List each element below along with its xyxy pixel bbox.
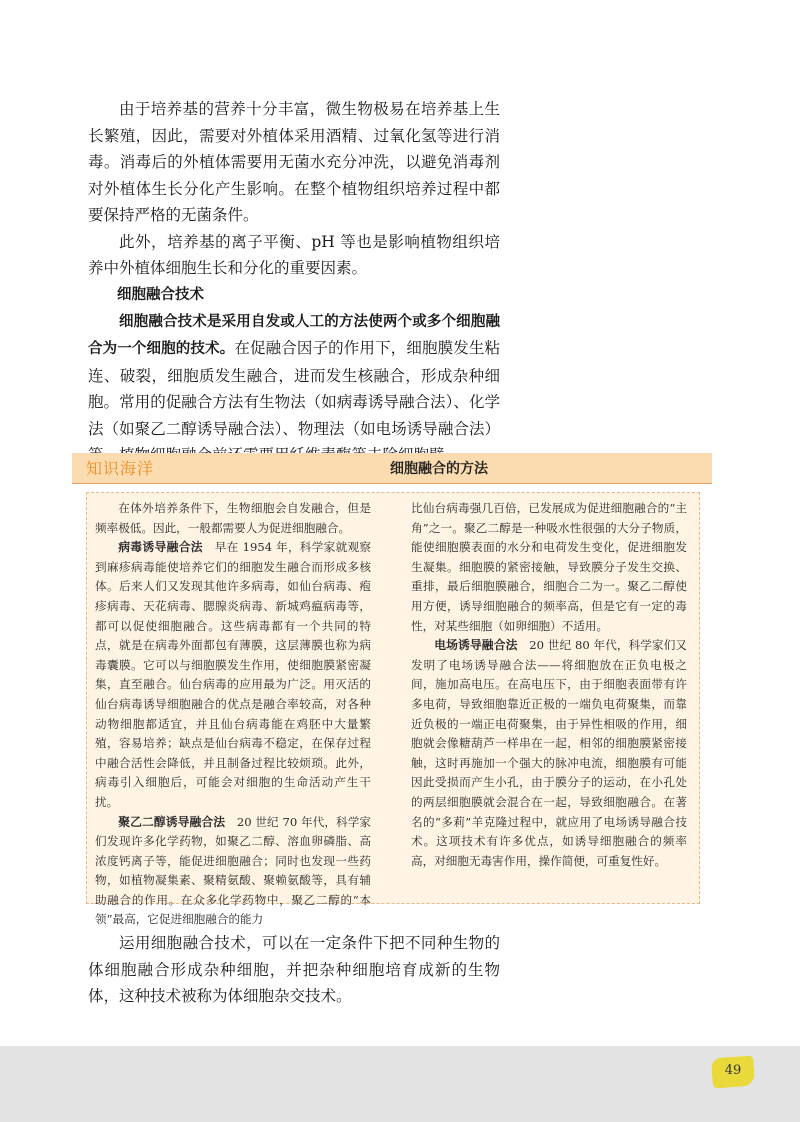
page-number: 49 — [724, 1063, 742, 1078]
section-heading: 细胞融合技术 — [117, 286, 204, 303]
knowledge-divider — [72, 483, 712, 484]
knowledge-right-column — [411, 499, 687, 871]
paragraph-sterilization: 由于培养基的营养十分丰富，微生物极易在培养基上生长繁殖，因此，需要对外植体采用酒精、过氧化氢等进行消毒。消毒后的外植体需要用无菌水充分冲洗，以避免消毒剂对外植体生长分化产生影响。在整个植物组织培养过程中都要保持严格的无菌条件。 — [88, 100, 500, 224]
knowledge-intro-paragraph: 在体外培养条件下，生物细胞会自发融合，但是频率极低。因此，一般都需要人为促进细胞融合。 — [95, 501, 371, 535]
peg-continuation-paragraph: 比仙台病毒强几百倍，已发展成为促进细胞融合的“主角”之一。聚乙二醇是一种吸水性很强的大分子物质，能使细胞膜表面的水分和电荷发生变化，促进细胞发生凝集。细胞膜的紧密接触，导致膜分子发生交换、重排，最后细胞膜融合，细胞合二为一。聚乙二醇使用方便，诱导细胞融合的频率高，但是它有一定的毒性，对某些细胞（如卵细胞）不适用。 — [411, 501, 687, 633]
virus-method-paragraph — [95, 538, 371, 812]
definition-bold: 细胞融合技术是采用自发或人工的方法使两个或多个细胞融合为一个细胞的技术。 — [88, 313, 500, 357]
virus-method-text: 早在 1954 年，科学家就观察到麻疹病毒能使培养它们的细胞发生融合而形成多核体。后来人们又发现其他许多病毒，如仙台病毒、疱疹病毒、天花病毒、腮腺炎病毒、新城鸡瘟病毒等，都可以促使细胞融合。这些病毒都有一个共同的特点，就是在病毒外面都包有薄膜，这层薄膜也称为病毒囊膜。它可以与细胞膜发生作用，使细胞膜紧密凝集，直至融合。仙台病毒的应用最为广泛。用灭活的仙台病毒诱导细胞融合的优点是融合率较高，对各种动物细胞都适宜，并且仙台病毒能在鸡胚中大量繁殖，容易培养；缺点是仙台病毒不稳定，在保存过程中融合活性会降低，并且制备过程比较烦琐。此外，病毒引入细胞后，可能会对细胞的生命活动产生干扰。 — [95, 540, 371, 809]
paragraph-somatic-hybridization: 运用细胞融合技术，可以在一定条件下把不同种生物的体细胞融合形成杂种细胞，并把杂种细胞培育成新的生物体，这种技术被称为体细胞杂交技术。 — [88, 934, 500, 1005]
knowledge-title: 细胞融合的方法 — [390, 461, 488, 477]
electric-method-text: 20 世纪 80 年代，科学家们又发明了电场诱导融合法——将细胞放在正负电极之间，施加高电压。在高电压下，由于细胞表面带有许多电荷，导致细胞靠近正极的一端负电荷聚集，而靠近负极的一端正电荷聚集，由于异性相吸的作用，细胞就会像糖葫芦一样串在一起，相邻的细胞膜紧密接触，这时再施加一个强大的脉冲电流，细胞膜有可能因此受损而产生小孔，由于膜分子的运动，在小孔处的两层细胞膜就会混合在一起，导致细胞融合。在著名的“多莉”羊克隆过程中，就应用了电场诱导融合技术。这项技术有许多优点，如诱导细胞融合的频率高，对细胞无毒害作用，操作简便，可重复性好。 — [411, 638, 687, 868]
peg-method-label: 聚乙二醇诱导融合法 — [118, 814, 226, 829]
knowledge-left-column — [95, 499, 371, 930]
knowledge-label: 知识海洋 — [86, 459, 155, 478]
knowledge-box — [86, 492, 700, 927]
virus-method-label: 病毒诱导融合法 — [118, 540, 203, 555]
paragraph-definition — [88, 308, 500, 469]
peg-method-text: 20 世纪 70 年代，科学家们发现许多化学药物，如聚乙二醇、溶血卵磷脂、高浓度钙离子等，能促进细胞融合；同时也发现一些药物，如植物凝集素、聚精氨酸、聚赖氨酸等，具有辅助融合的作用。在众多化学药物中，聚乙二醇的“本领”最高，它促进细胞融合的能力 — [95, 814, 371, 927]
definition-rest: 在促融合因子的作用下，细胞膜发生粘连、破裂，细胞质发生融合，进而发生核融合，形成杂种细胞。常用的促融合方法有生物法（如病毒诱导融合法）、化学法（如聚乙二醇诱导融合法）、物理法（如电场诱导融合法） — [88, 339, 500, 438]
main-text-top — [88, 96, 500, 469]
peg-method-paragraph — [95, 813, 371, 931]
paragraph-ion-balance: 此外，培养基的离子平衡、pH 等也是影响植物组织培养中外植体细胞生长和分化的重要因素。 — [88, 232, 500, 277]
knowledge-header — [72, 453, 712, 483]
main-text-bottom — [88, 930, 500, 1010]
page-footer — [0, 1046, 800, 1122]
electric-method-label: 电场诱导融合法 — [434, 638, 518, 653]
electric-method-paragraph — [411, 636, 687, 871]
